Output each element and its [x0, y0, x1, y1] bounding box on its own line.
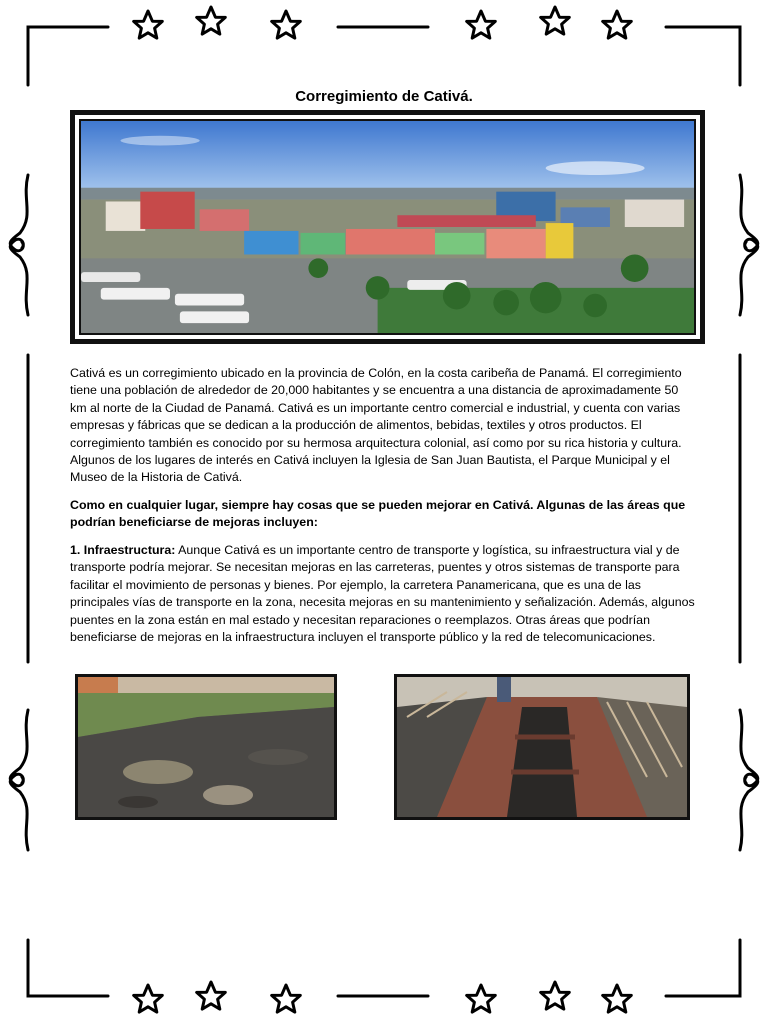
bridge-photo — [394, 674, 690, 820]
intro-paragraph: Cativá es un corregimiento ubicado en la provincia de Colón, en la costa caribeña de Panamá. El corregimiento tiene una población de alrededor de 20,000 habitantes y se encuentra a una distancia de aproximadamente 50 km al norte de la Ciudad de Panamá. Cativá es un importante centro comercial e industrial, y cuenta con varias empresas y fábricas que se dedican a la producción de alimentos, bebidas, textiles y otros productos. El corregimiento también es conocido por su hermosa arquitectura colonial, así como por su rica historia y cultura. Algunos de los lugares de interés en Cativá incluyen la Iglesia de San Juan Bautista, el Parque Municipal y el Museo de la Historia de Cativá. — [70, 366, 682, 485]
swirl-ornament — [10, 175, 28, 315]
star-icon — [272, 985, 301, 1012]
swirl-ornament — [10, 710, 28, 850]
improvements-intro: Como en cualquier lugar, siempre hay cosas que se pueden mejorar en Cativá. Algunas de las áreas que podrían beneficiarse de mejoras incluyen: — [70, 498, 686, 530]
star-icon — [272, 11, 301, 38]
star-icon — [541, 982, 570, 1009]
star-icon — [197, 982, 226, 1009]
swirl-ornament — [740, 175, 758, 315]
star-icon — [603, 985, 632, 1012]
infrastructure-text: Aunque Cativá es un importante centro de transporte y logística, su infraestructura vial y de transporte podría mejorar. Se necesitan mejoras en las carreteras, puentes y otros sistemas de transporte para facilitar el movimiento de personas y bienes. Por ejemplo, la carretera Panamericana, que es una de las principales vías de transporte en la zona, necesita mejoras en su mantenimiento y señalización. Además, algunos puentes en la zona están en mal estado y necesitan reparaciones o reemplazos. Otras áreas que podrían beneficiarse de mejoras en la infraestructura incluyen el transporte público y la red de telecomunicaciones. — [70, 543, 695, 645]
page-title: Corregimiento de Cativá. — [295, 88, 473, 105]
star-icon — [467, 985, 496, 1012]
star-icon — [134, 11, 163, 38]
city-photo — [72, 112, 703, 342]
star-icon — [603, 11, 632, 38]
infrastructure-paragraph — [70, 542, 698, 646]
star-icon — [197, 7, 226, 34]
swirl-ornament — [740, 710, 758, 850]
star-icon — [467, 11, 496, 38]
star-icon — [134, 985, 163, 1012]
infrastructure-label: 1. Infraestructura: — [70, 543, 176, 557]
star-icon — [541, 7, 570, 34]
road-photo — [75, 674, 337, 820]
